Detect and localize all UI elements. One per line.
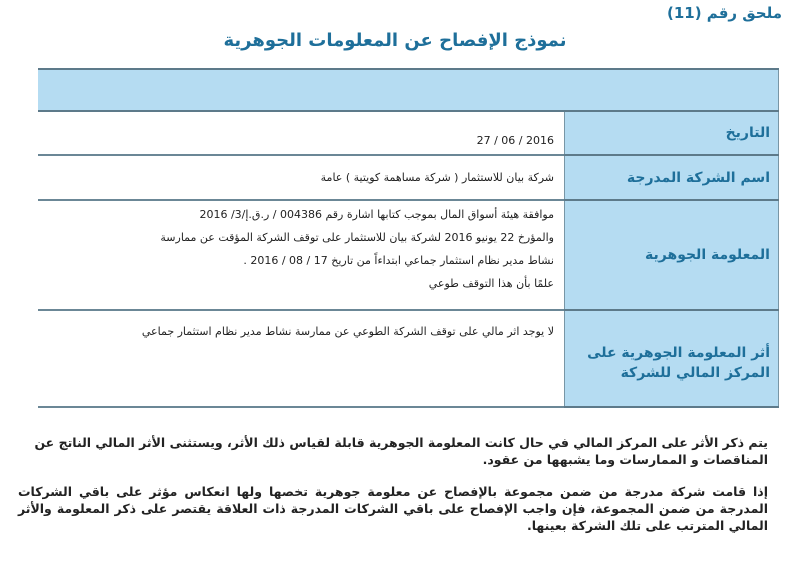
material-info-line: موافقة هيئة أسواق المال بموجب كتابها اشارة رقم 004386 / ر.ق.إ/3/ 2016 <box>199 208 554 221</box>
table-row-material-info <box>38 200 779 310</box>
material-info-value <box>38 200 565 310</box>
note-financial-impact: يتم ذكر الأثر على المركز المالي في حال كانت المعلومة الجوهرية قابلة لقياس ذلك الأثر، ويستثنى الأثر المالي الناتج عن المناقصات و الممارسات وما يشبهها من عقود. <box>34 435 768 467</box>
table-row-date <box>38 111 779 155</box>
company-value: شركة بيان للاستثمار ( شركة مساهمة كويتية ) عامة <box>38 155 565 200</box>
impact-label: أثر المعلومة الجوهرية على المركز المالي للشركة <box>565 310 779 407</box>
material-info-line: والمؤرخ 22 يونيو 2016 لشركة بيان للاستثمار على توقف الشركة المؤقت عن ممارسة <box>160 231 554 244</box>
date-value: 2016 / 06 / 27 <box>38 111 565 155</box>
annex-number: ملحق رقم (11) <box>667 4 782 22</box>
company-label: اسم الشركة المدرجة <box>565 155 779 200</box>
material-info-line: علمًا بأن هذا التوقف طوعي <box>428 277 554 290</box>
table-row-company <box>38 155 779 200</box>
note-group-disclosure: إذا قامت شركة مدرجة من ضمن مجموعة بالإفصاح عن معلومة جوهرية تخصها ولها انعكاس مؤثر على باقي الشركات المدرجة من ضمن المجموعة، فإن واجب الإفصاح على باقي الشركات المدرجة ذات العلاقة يقتصر على ذكر المعلومة والأثر المالي المترتب على تلك الشركة بعينها. <box>18 484 768 533</box>
disclosure-table <box>38 68 779 408</box>
material-info-line: نشاط مدير نظام استثمار جماعي ابتداءاً من تاريخ 17 / 08 / 2016 . <box>243 254 554 267</box>
impact-value: لا يوجد اثر مالي على توقف الشركة الطوعي عن ممارسة نشاط مدير نظام استثمار جماعي <box>38 310 565 407</box>
header-band-cell <box>38 69 779 111</box>
table-header-band <box>38 69 779 111</box>
table-row-impact <box>38 310 779 407</box>
material-info-label: المعلومة الجوهرية <box>565 200 779 310</box>
date-label: التاريخ <box>565 111 779 155</box>
form-title: نموذج الإفصاح عن المعلومات الجوهرية <box>223 30 567 51</box>
